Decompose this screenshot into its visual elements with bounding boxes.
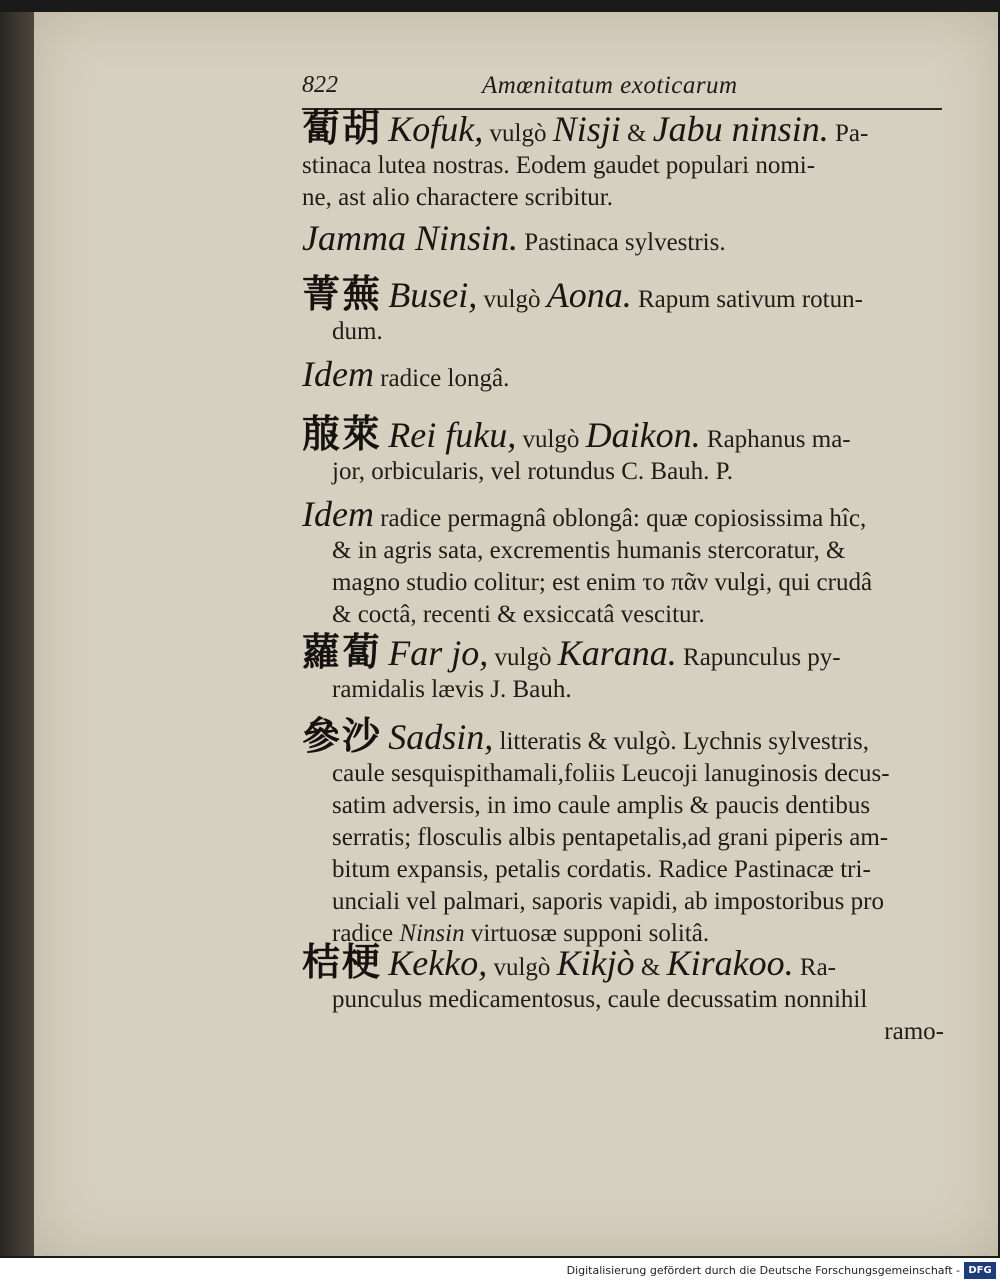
term-name: Ninsin [399, 920, 465, 947]
term-name: Nisji [552, 109, 621, 149]
text-run: Rapum sativum rotun- [631, 286, 863, 313]
footer-bar [0, 1258, 1000, 1285]
text-run: litteratis & vulgò. Lychnis sylvestris, [493, 728, 869, 755]
text-line: punculus medicamentosus, caule decussatim nonnihil [332, 986, 868, 1013]
text-run: Rapunculus py- [676, 644, 841, 671]
kanji-glyphs: 桔梗 [302, 940, 383, 984]
term-name: Far jo, [388, 633, 489, 673]
term-name: Busei, [388, 275, 478, 315]
term-name: Idem [302, 494, 374, 534]
kanji-glyphs: 蔔胡 [302, 106, 383, 150]
entry-kofuk [302, 106, 944, 214]
text-line: satim adversis, in imo caule amplis & paucis dentibus [332, 792, 871, 819]
kanji-glyphs: 蘿蔔 [302, 630, 383, 674]
text-run: radice longâ. [373, 365, 510, 392]
text-line: dum. [332, 318, 383, 345]
text-run: radice permagnâ oblongâ: quæ copiosissima hîc, [373, 505, 867, 532]
page-number: 822 [302, 72, 338, 98]
text-line: bitum expansis, petalis cordatis. Radice Pastinacæ tri- [332, 856, 871, 883]
text-line: ramidalis lævis J. Bauh. [332, 676, 572, 703]
entry-sadsin [302, 714, 944, 950]
text-line: & in agris sata, excrementis humanis stercoratur, & [332, 537, 846, 564]
entry-kekko [302, 940, 944, 1048]
kanji-glyphs: 菔萊 [302, 412, 383, 456]
text-run: vulgò [483, 120, 553, 147]
text-run: vulgò [477, 286, 547, 313]
entry-idem-longa [302, 354, 944, 395]
entry-idem-permagna [302, 494, 944, 631]
text-line: caule sesquispithamali,foliis Leucoji lanuginosis decus- [332, 760, 890, 787]
text-run: & [634, 954, 667, 981]
text-run: virtuosæ supponi solitâ. [464, 920, 710, 947]
text-line: serratis; flosculis albis pentapetalis,ad grani piperis am- [332, 824, 889, 851]
term-name: Karana. [557, 633, 677, 673]
text-line: jor, orbicularis, vel rotundus C. Bauh. P. [332, 458, 734, 485]
term-name: Kofuk, [388, 109, 484, 149]
text-run: vulgò [487, 954, 557, 981]
text-run: Pastinaca sylvestris. [518, 229, 726, 256]
text-run: radice [332, 920, 400, 947]
term-name: Rei fuku, [388, 415, 517, 455]
entry-rei-fuku [302, 412, 944, 488]
entry-busei [302, 272, 944, 348]
term-name: Daikon. [585, 415, 701, 455]
page-header [302, 72, 942, 110]
text-line: magno studio colitur; est enim το πᾶν vulgi, qui crudâ [332, 569, 873, 596]
text-run: Pa- [828, 120, 869, 147]
text-run: Raphanus ma- [700, 426, 851, 453]
entry-far-jo [302, 630, 944, 706]
running-title: Amœnitatum exoticarum [482, 72, 738, 99]
term-name: Sadsin, [388, 717, 494, 757]
dfg-logo: DFG [964, 1262, 996, 1279]
text-run: vulgò [488, 644, 558, 671]
term-name: Jamma Ninsin. [302, 218, 518, 258]
term-name: Kirakoo. [666, 943, 794, 983]
term-name: Jabu ninsin. [652, 109, 829, 149]
catchword: ramo- [884, 1018, 944, 1045]
kanji-glyphs: 參沙 [302, 714, 383, 758]
text-run: Ra- [793, 954, 836, 981]
text-run: & [620, 120, 653, 147]
term-name: Aona. [546, 275, 632, 315]
entry-jamma-ninsin [302, 218, 944, 259]
text-line: stinaca lutea nostras. Eodem gaudet populari nomi- [302, 152, 816, 179]
kanji-glyphs: 菁蕪 [302, 272, 383, 316]
funding-credit: Digitalisierung gefördert durch die Deutsche Forschungsgemeinschaft - [566, 1264, 960, 1277]
term-name: Idem [302, 354, 374, 394]
text-line: & coctâ, recenti & exsiccatâ vescitur. [332, 601, 705, 628]
text-line: ne, ast alio charactere scribitur. [302, 184, 613, 211]
term-name: Kikjò [556, 943, 635, 983]
text-line: unciali vel palmari, saporis vapidi, ab impostoribus pro [332, 888, 884, 915]
text-run: vulgò [516, 426, 586, 453]
book-gutter [0, 12, 34, 1256]
term-name: Kekko, [388, 943, 488, 983]
